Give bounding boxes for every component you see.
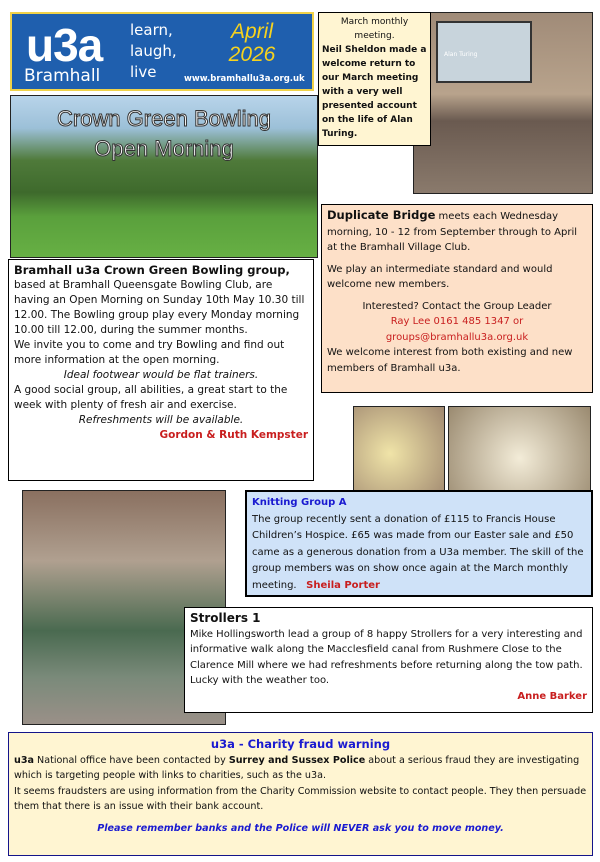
issue-year: 2026 [228,43,276,66]
banner-line-2: Open Morning [94,136,234,161]
strollers-article [184,607,593,713]
fraud-p1b: about a serious fraud they are investigating which is targeting people with links to charities, such as the u3a. [14,754,580,781]
bowling-author: Gordon & Ruth Kempster [159,429,308,441]
fraud-warning: Please remember banks and the Police will NEVER ask you to move money. [97,822,504,834]
knitting-body [252,512,586,595]
tagline [130,20,177,83]
tagline-laugh: laugh, [130,42,177,60]
tagline-live: live [130,63,157,81]
bowling-p3: A good social group, all abilities, a great start to the week with plenty of fresh air and exercise. [14,384,288,411]
masthead [10,12,314,91]
bridge-article [321,204,593,393]
strollers-author: Anne Barker [517,690,587,702]
knitted-chicks-photo-2 [448,406,591,501]
strollers-body: Mike Hollingsworth lead a group of 8 happy Strollers for a very interesting and informative walk along the Macclesfield canal from Rushmere Close to the Clarence Mill where we had refreshments before returning along the tow path. Lucky with the weather too. [190,628,583,686]
fraud-p1 [14,753,587,784]
bridge-p2: We play an intermediate standard and would welcome new members. [327,263,553,290]
bowling-p2: We invite you to come and try Bowling and find out more information at the open morning. [14,339,285,366]
knitted-chicks-photo-1 [353,406,445,501]
bowling-article [8,259,314,481]
branch-name: Bramhall [24,66,101,86]
strollers-heading: Strollers 1 [190,611,261,625]
banner-line-1: Crown Green Bowling [57,106,271,131]
fraud-p1a: National office have been contacted by [33,754,229,766]
march-meeting-box [318,12,431,146]
bridge-heading: Duplicate Bridge [327,208,436,222]
fraud-heading: u3a - Charity fraud warning [210,737,391,751]
fraud-u3a: u3a [14,754,34,766]
march-title: March monthly meeting. [340,17,409,41]
knitting-body-text: The group recently sent a donation of £115 to Francis House Children’s Hospice. £65 was made from our Easter sale and £50 came as a generous donation from a U3a member. The skill of the group members was on show once again at the March monthly meeting. [252,513,584,591]
knitting-heading: Knitting Group A [252,497,347,508]
bowling-photo [10,95,318,258]
fraud-warning-box [8,732,593,856]
bowling-p1: based at Bramhall Queensgate Bowling Club, are having an Open Morning on Sunday 10th May 10.30 till 12.00. The Bowling group play every Monday morning 10.00 till 12.00, during the summer months. [14,279,305,336]
march-body: Neil Sheldon made a welcome return to our March meeting with a very well presented account on the life of Alan Turing. [322,45,427,139]
tagline-learn: learn, [130,21,173,39]
bridge-contact: Interested? Contact the Group Leader [362,300,552,312]
website-link[interactable]: www.bramhallu3a.org.uk [184,74,305,84]
bowling-refresh: Refreshments will be available. [78,414,244,426]
u3a-logo: u3a [26,19,103,71]
bowling-footwear: Ideal footwear would be flat trainers. [63,369,259,381]
bridge-leader: Ray Lee 0161 485 1347 or [390,316,524,327]
projector-screen [436,21,532,83]
bridge-p1 [327,208,587,256]
bridge-p3: We welcome interest from both existing and new members of Bramhall u3a. [327,347,573,374]
fraud-police: Surrey and Sussex Police [228,754,366,766]
screen-text: Alan Turing [444,51,478,58]
bowling-heading: Bramhall u3a Crown Green Bowling group, [14,263,290,277]
fraud-p2: It seems fraudsters are using information from the Charity Commission website to contact people. They then persuade them that there is an issue with their bank account. [14,785,587,812]
knitting-article [245,490,593,597]
issue-month: April [230,20,273,43]
knitting-author: Sheila Porter [306,579,380,591]
meeting-photo [413,12,593,194]
bridge-p1-text: meets each Wednesday morning, 10 - 12 from September through to April at the Bramhall Village Club. [327,211,577,253]
issue-date [216,20,288,66]
bridge-email[interactable]: groups@bramhallu3a.org.uk [385,331,529,343]
